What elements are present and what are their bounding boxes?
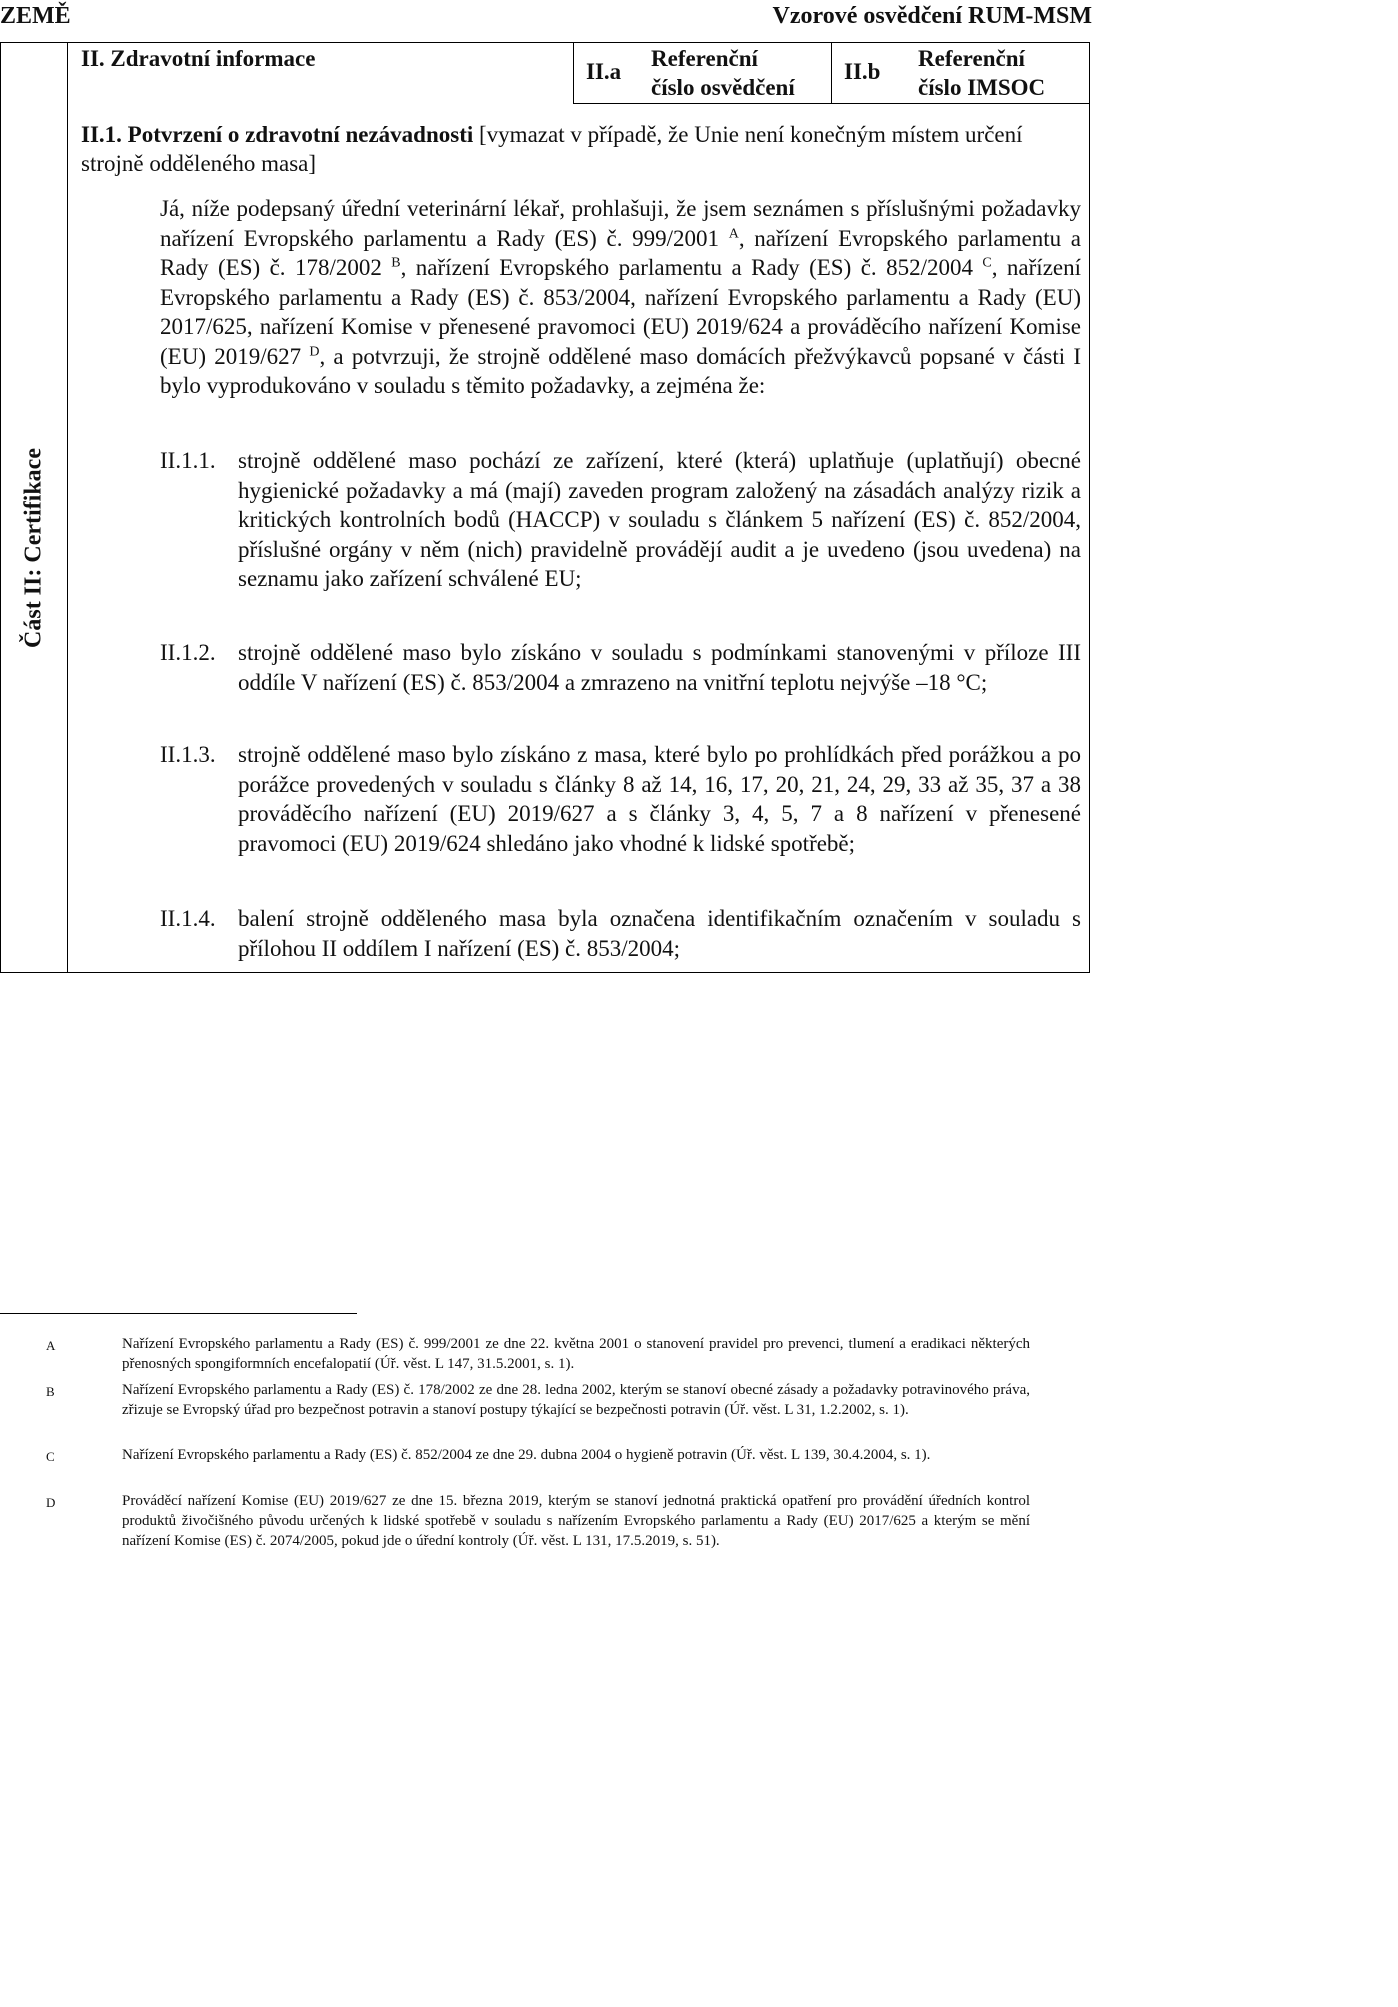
footnote-label: D: [46, 1495, 56, 1510]
item-text: balení strojně odděleného masa byla označena identifikačním označením v souladu s přílohou II oddílem I nařízení (ES) č. 853/2004;: [238, 906, 1081, 961]
box-b-label: [918, 44, 1045, 102]
side-label: Část II: Certifikace: [20, 448, 47, 648]
item-number: II.1.2.: [160, 640, 216, 665]
footnote-separator: [0, 1313, 357, 1314]
declaration-text-2: , nařízení Evropského parlamentu a Rady (ES) č. 178/2002: [160, 225, 1081, 280]
box-b-label-line1: Referenční: [918, 46, 1025, 71]
section-title: II. Zdravotní informace: [81, 46, 316, 71]
box-b-label-line2: číslo IMSOC: [918, 75, 1046, 100]
footnote-ref-a: A: [728, 225, 739, 241]
declaration-text-4: , nařízení Evropského parlamentu a Rady (ES) č. 853/2004, nařízení Evropského parlamentu a Rady (EU) 2017/625, nařízení Komise v přenesené pravomoci (EU) 2019/624 a prováděcího nařízení Komise (EU) 2019/627: [160, 255, 1081, 369]
declaration-paragraph: [160, 194, 1081, 401]
country-header: ZEMĚ: [0, 3, 71, 29]
footnote-text: Nařízení Evropského parlamentu a Rady (ES) č. 178/2002 ze dne 28. ledna 2002, kterým se stanoví obecné zásady a požadavky potravinového práva, zřizuje se Evropský úřad pro bezpečnost potravin a stanoví postupy týkající se bezpečnosti potravin (Úř. věst. L 31, 1.2.2002, s. 1).: [122, 1382, 1030, 1418]
footnote-text: Prováděcí nařízení Komise (EU) 2019/627 ze dne 15. března 2019, kterým se stanoví jednotná praktická opatření pro provádění úředních kontrol produktů živočišného původu určených k lidské spotřebě v souladu s nařízením Evropského parlamentu a Rady (EU) 2017/625 a kterým se mění nařízení Komise (ES) č. 2074/2005, pokud jde o úřední kontroly (Úř. věst. L 131, 17.5.2019, s. 51).: [122, 1493, 1030, 1549]
footnote-text: Nařízení Evropského parlamentu a Rady (ES) č. 852/2004 ze dne 29. dubna 2004 o hygieně potravin (Úř. věst. L 139, 30.4.2004, s. 1).: [122, 1447, 931, 1463]
footnote-ref-d: D: [309, 343, 320, 359]
intro-note: [vymazat v případě, že Unie není konečným místem určení strojně odděleného masa]: [81, 122, 1023, 176]
certificate-frame: [0, 42, 1090, 973]
intro-heading: II.1. Potvrzení o zdravotní nezávadnosti: [81, 122, 474, 147]
item-text: strojně oddělené maso bylo získáno v souladu s podmínkami stanovenými v příloze III oddíle V nařízení (ES) č. 853/2004 a zmrazeno na vnitřní teplotu nejvýše –18 °C;: [238, 640, 1081, 695]
item-text: strojně oddělené maso bylo získáno z masa, které bylo po prohlídkách před porážkou a po porážce provedených v souladu s články 8 až 14, 16, 17, 20, 21, 24, 29, 33 až 35, 37 a 38 prováděcího nařízení (EU) 2019/627 a s články 3, 4, 5, 7 a 8 nařízení v přenesené pravomoci (EU) 2019/624 shledáno jako vhodné k lidské spotřebě;: [238, 742, 1081, 856]
item-number: II.1.3.: [160, 742, 216, 767]
box-a-label-line1: Referenční: [651, 46, 758, 71]
side-column: [1, 43, 68, 972]
footnote-text: Nařízení Evropského parlamentu a Rady (ES) č. 999/2001 ze dne 22. května 2001 o stanovení pravidel pro prevenci, tlumení a eradikaci některých přenosných spongiformních encefalopatií (Úř. věst. L 147, 31.5.2001, s. 1).: [122, 1336, 1030, 1372]
box-a-label-line2: číslo osvědčení: [651, 75, 795, 100]
footnote-label: B: [46, 1384, 55, 1399]
box-a-label: [651, 44, 795, 102]
box-a-number: II.a: [586, 59, 622, 84]
section-intro: [81, 120, 1081, 178]
box-b-number: II.b: [844, 59, 881, 84]
item-number: II.1.4.: [160, 906, 216, 931]
reference-box-a: [573, 43, 832, 104]
reference-box-b: [831, 43, 1090, 104]
item-number: II.1.1.: [160, 448, 216, 473]
declaration-text-3: , nařízení Evropského parlamentu a Rady (ES) č. 852/2004: [400, 255, 983, 280]
declaration-text-1: Já, níže podepsaný úřední veterinární lékař, prohlašuji, že jsem seznámen s příslušnými požadavky nařízení Evropského parlamentu a Rady (ES) č. 999/2001: [160, 196, 1081, 251]
certificate-model-title: Vzorové osvědčení RUM-MSM: [772, 3, 1092, 29]
item-text: strojně oddělené maso pochází ze zařízení, které (která) uplatňuje (uplatňují) obecné hygienické požadavky a má (mají) zaveden program založený na zásadách analýzy rizik a kritických kontrolních bodů (HACCP) v souladu s článkem 5 nařízení (ES) č. 852/2004, příslušné orgány v něm (nich) pravidelně provádějí audit a je uvedeno (jsou uvedena) na seznamu jako zařízení schválené EU;: [238, 448, 1081, 591]
footnote-label: C: [46, 1449, 55, 1464]
footnote-label: A: [46, 1338, 56, 1353]
declaration-text-5: , a potvrzuji, že strojně oddělené maso domácích přežvýkavců popsané v části I bylo vyprodukováno v souladu s těmito požadavky, a zejména že:: [160, 343, 1081, 398]
footnote-ref-b: B: [391, 255, 401, 271]
footnote-ref-c: C: [982, 255, 992, 271]
